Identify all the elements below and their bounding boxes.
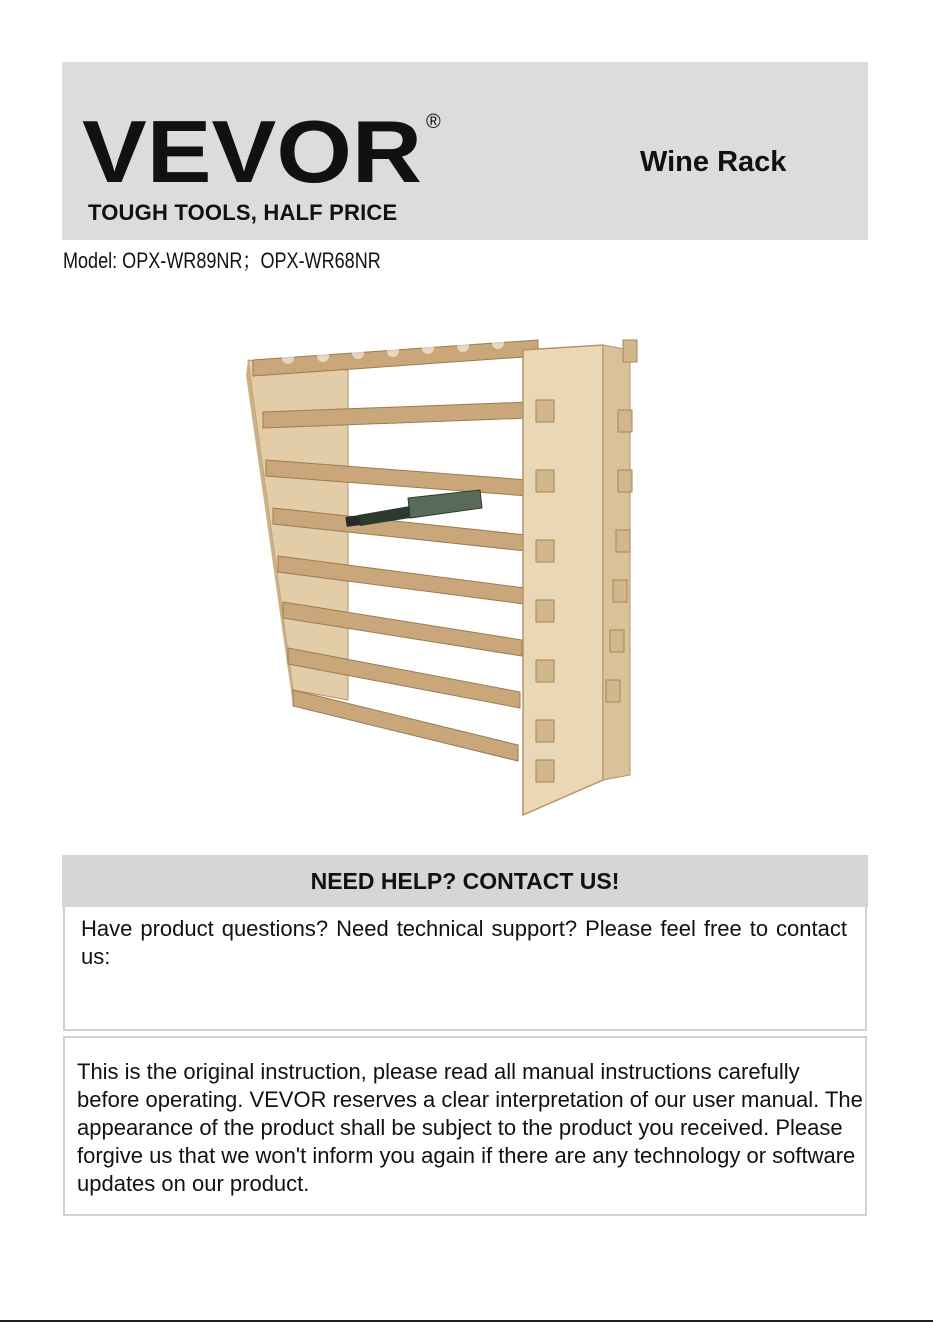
document-title: Wine Rack	[640, 146, 787, 178]
slogan: TOUGH TOOLS, HALF PRICE	[88, 200, 398, 225]
registered-mark: ®	[426, 111, 441, 133]
notice-box	[63, 1036, 867, 1216]
footer-divider	[0, 1320, 933, 1322]
help-bar	[62, 855, 868, 907]
model-line: Model: OPX-WR89NR；OPX-WR68NR	[63, 248, 381, 273]
help-text: Have product questions? Need technical support? Please feel free to contact us:	[81, 916, 847, 969]
notice-text: This is the original instruction, please read all manual instructions carefully before operating. VEVOR reserves a clear interpretation of our user manual. The appearance of the product shall be subject to the product you received. Please forgive us that we won't inform you again if there are any technology or software updates on our product.	[77, 1059, 863, 1196]
help-box	[63, 907, 867, 1031]
wine-rack-image	[218, 320, 670, 820]
help-title: NEED HELP? CONTACT US!	[310, 867, 620, 894]
brand-text: VEVOR	[82, 110, 422, 190]
wine-bottle	[345, 490, 482, 527]
vevor-logo	[82, 110, 442, 190]
header-banner	[62, 62, 868, 240]
